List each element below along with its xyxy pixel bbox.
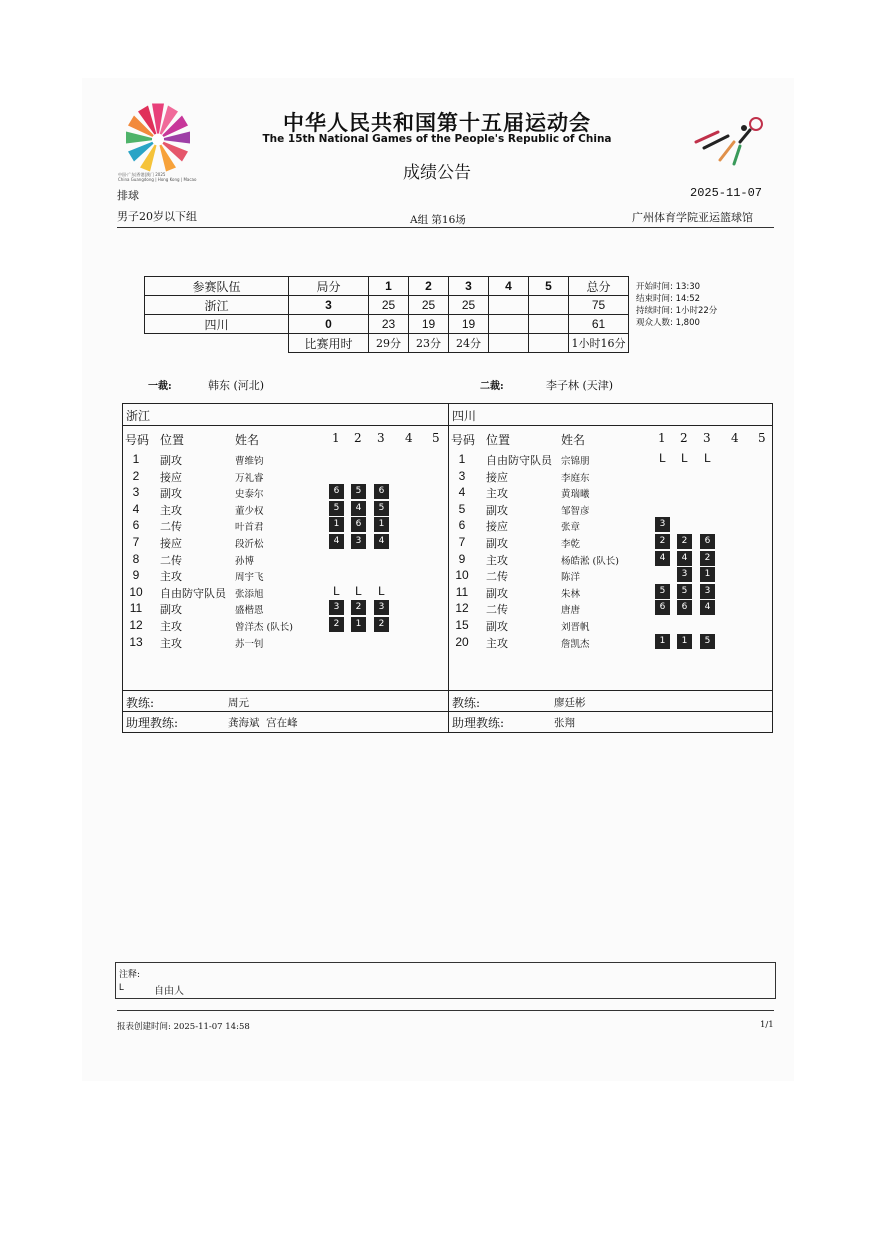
duration-set-2: 23分 [409,334,449,353]
player-name: 张添旭 [235,588,264,600]
player-set-2-position: 5 [678,585,691,598]
player-number: 9 [458,551,466,566]
score-total: 75 [569,296,629,315]
player-row [123,552,448,569]
assistant-coach-label: 助理教练: [452,716,505,730]
player-name: 杨皓淞 (队长) [561,555,619,567]
player-position: 副攻 [160,454,182,467]
player-number: 1 [458,452,466,466]
player-row [123,485,448,502]
second-referee: 李子林 (天津) [546,379,614,392]
volleyball-pictogram [690,112,770,167]
player-position: 自由防守队员 [160,586,226,600]
column-set-3: 3 [377,431,385,445]
games-title-cn: 中华人民共和国第十五届运动会 [283,111,591,135]
player-set-3-position: 4 [375,535,388,548]
score-set-3: 19 [449,315,489,334]
column-name: 姓名 [561,433,586,447]
player-name: 段沂松 [235,539,264,550]
column-set-2: 2 [680,431,688,445]
player-row [449,535,772,552]
player-name: 孙博 [235,555,255,567]
assistant-coach-row [123,711,448,731]
score-set-2: 25 [409,296,449,315]
score-set-2: 19 [409,315,449,334]
page-number: 1/1 [760,1020,774,1030]
coach-name: 周元 [228,697,249,709]
player-position: 二传 [486,570,508,584]
player-set-3-position: 4 [701,601,714,614]
notes-label: 注释: [119,970,141,980]
player-set-3-position: 1 [375,518,388,531]
column-set-5: 5 [432,431,440,445]
score-set-1: 23 [369,315,409,334]
header-set-4: 4 [489,277,529,296]
player-name: 李庭东 [561,472,590,484]
start-time: 开始时间: 13:30 [636,282,701,292]
first-referee: 韩东 (河北) [208,379,265,392]
column-set-3: 3 [703,431,711,445]
player-row [449,502,772,519]
player-name: 唐唐 [561,605,581,617]
player-set-2-position: L [681,451,688,465]
player-position: 接应 [486,470,508,484]
team-roster-sichuan [449,404,772,732]
player-row [123,635,448,652]
second-referee-label: 二裁: [480,381,504,392]
player-number: 3 [458,468,466,483]
spectators: 观众人数: 1,800 [636,318,700,328]
duration-time: 持续时间: 1小时22分 [636,306,718,316]
player-set-3-position: 3 [375,601,388,614]
player-set-3-position: 2 [375,618,388,631]
player-name: 刘晋帆 [561,622,590,633]
header-sets: 局分 [289,277,369,296]
score-row-sichuan [145,315,629,334]
player-position: 副攻 [486,586,508,600]
player-number: 7 [458,535,466,549]
column-set-1: 1 [332,431,340,445]
header-rule [117,227,774,228]
coach-row [449,691,772,711]
player-row [123,618,448,635]
logo-caption-cn: 中国·广东|香港|澳门 2025 [118,172,166,177]
player-set-2-position: 4 [678,552,691,565]
team-name-rule [449,425,772,426]
notes-box [115,962,776,999]
player-set-2-position: 3 [352,535,365,548]
player-set-3-position: 5 [375,502,388,515]
player-row [449,601,772,618]
column-set-2: 2 [354,431,362,445]
notes-key: L [119,982,125,992]
score-header-row [145,277,629,296]
duration-total: 1小时16分 [569,334,629,353]
team-name: 四川 [452,409,477,423]
player-position: 自由防守队员 [486,454,552,467]
player-name: 詹凯杰 [561,638,590,650]
player-number: 11 [455,584,469,599]
player-set-3-position: 6 [375,485,388,498]
logo-caption-en: China Guangdong | Hong Kong | Macao [118,177,197,182]
column-set-1: 1 [658,431,666,445]
assistant-coach-label: 助理教练: [126,716,179,730]
column-set-4: 4 [405,431,413,445]
player-set-1-position: 2 [656,535,669,548]
header-set-2: 2 [409,277,449,296]
player-number: 6 [132,518,140,533]
player-number: 4 [458,485,466,500]
player-position: 接应 [160,470,182,484]
player-set-2-position: 6 [352,518,365,531]
column-position: 位置 [160,433,185,447]
player-set-2-position: 2 [678,535,691,548]
player-set-1-position: 4 [330,535,343,548]
player-number: 2 [132,468,140,483]
column-number: 号码 [125,433,150,447]
player-row [449,618,772,635]
player-name: 宗锦朋 [561,456,590,467]
player-set-3-position: L [704,451,711,465]
player-position: 副攻 [160,603,182,617]
player-name: 史泰尔 [235,489,264,501]
player-set-3-position: L [378,583,385,598]
games-title-en: The 15th National Games of the People's Republic of China [262,133,612,145]
score-table [144,276,629,353]
player-position: 副攻 [486,537,508,550]
player-set-1-position: 3 [656,518,669,531]
player-set-3-position: 1 [701,568,714,581]
team-name-rule [123,425,448,426]
player-row [449,485,772,502]
venue: 广州体育学院亚运篮球馆 [632,211,753,224]
score-set-4 [489,315,529,334]
player-number: 8 [132,551,140,566]
player-set-1-position: 5 [656,585,669,598]
score-team: 四川 [145,315,289,334]
player-set-1-position: 2 [330,618,343,631]
player-row [123,502,448,519]
player-set-1-position: 3 [330,601,343,614]
column-position: 位置 [486,433,511,447]
first-referee-label: 一裁: [148,381,172,392]
player-position: 副攻 [160,487,182,501]
coach-name: 廖廷彬 [554,697,586,709]
player-number: 15 [455,618,469,632]
player-name: 曹维钧 [235,456,264,467]
player-name: 盛楷恩 [235,605,264,617]
duration-set-3: 24分 [449,334,489,353]
player-set-2-position: 6 [678,601,691,614]
player-number: 13 [129,634,143,649]
player-name: 陈洋 [561,572,581,584]
player-position: 二传 [160,553,182,567]
assistant-coach-names: 张翔 [554,717,575,729]
player-position: 接应 [160,537,182,550]
player-row [449,552,772,569]
player-name: 苏一钊 [235,638,264,650]
coach-label: 教练: [126,696,155,710]
player-number: 12 [455,601,469,616]
header-set-3: 3 [449,277,489,296]
player-row [449,635,772,652]
player-set-1-position: 1 [330,518,343,531]
match-times [636,281,717,329]
player-row [449,452,772,469]
player-set-3-position: 3 [701,585,714,598]
header-total: 总分 [569,277,629,296]
player-number: 4 [132,501,140,516]
duration-set-4 [489,334,529,353]
header-set-5: 5 [529,277,569,296]
player-set-3-position: 6 [701,535,714,548]
player-row [123,469,448,486]
player-name: 朱林 [561,588,581,600]
notes-meaning: 自由人 [154,986,184,997]
player-set-1-position: L [333,583,340,598]
player-number: 6 [458,518,466,533]
player-row [449,469,772,486]
player-set-2-position: 5 [352,485,365,498]
score-team: 浙江 [145,296,289,315]
header-team: 参赛队伍 [145,277,289,296]
column-set-4: 4 [731,431,739,445]
player-number: 12 [129,618,143,632]
player-set-1-position: 6 [656,601,669,614]
player-number: 9 [132,568,140,583]
column-number: 号码 [451,433,476,447]
column-name: 姓名 [235,433,260,447]
duration-set-5 [529,334,569,353]
player-position: 二传 [486,603,508,617]
rosters [122,403,773,733]
player-row [123,601,448,618]
report-date: 2025-11-07 [690,186,763,200]
player-row [123,568,448,585]
player-name: 叶首君 [235,522,264,534]
player-set-1-position: 6 [330,485,343,498]
player-set-2-position: 3 [678,568,691,581]
score-row-zhejiang [145,296,629,315]
player-set-2-position: 1 [352,618,365,631]
assistant-coach-names: 龚海斌 宫在峰 [228,717,298,729]
player-name: 周宇飞 [235,572,264,584]
player-set-3-position: 2 [701,552,714,565]
player-position: 接应 [486,520,508,534]
player-name: 张章 [561,522,581,534]
player-number: 5 [458,501,466,516]
report-created: 报表创建时间: 2025-11-07 14:58 [117,1022,250,1032]
score-set-5 [529,296,569,315]
player-name: 黄瑞曦 [561,489,590,501]
column-set-5: 5 [758,431,766,445]
score-set-5 [529,315,569,334]
player-row [123,535,448,552]
document-title: 成绩公告 [403,163,471,183]
team-roster-zhejiang [123,404,449,732]
player-name: 李乾 [561,539,581,550]
player-set-2-position: 2 [352,601,365,614]
score-sets: 0 [289,315,369,334]
score-total: 61 [569,315,629,334]
duration-set-1: 29分 [369,334,409,353]
coach-label: 教练: [452,696,481,710]
player-position: 主攻 [160,570,182,584]
player-number: 3 [132,485,140,500]
player-number: 7 [132,535,140,549]
score-set-1: 25 [369,296,409,315]
player-position: 副攻 [486,620,508,633]
assistant-coach-row [449,711,772,731]
player-position: 副攻 [486,503,508,517]
player-number: 1 [132,452,140,466]
player-name: 万礼睿 [235,472,264,484]
player-position: 主攻 [160,620,182,633]
player-name: 邹智彦 [561,505,590,517]
end-time: 结束时间: 14:52 [636,294,701,304]
category: 男子20岁以下组 [117,210,197,223]
player-row [449,518,772,535]
player-number: 10 [129,584,143,599]
player-row [123,518,448,535]
player-name: 曾洋杰 (队长) [235,622,293,633]
team-name: 浙江 [126,409,151,423]
player-name: 董少权 [235,505,264,517]
score-sets: 3 [289,296,369,315]
footer-rule [117,1010,774,1011]
match-info: A组 第16场 [410,214,466,226]
player-row [123,452,448,469]
duration-row [145,334,629,353]
player-number: 20 [455,634,469,649]
coach-row [123,691,448,711]
player-set-1-position: 5 [330,502,343,515]
player-set-2-position: 1 [678,635,691,648]
sport-name: 排球 [117,189,139,202]
player-set-1-position: 1 [656,635,669,648]
player-row [449,568,772,585]
player-position: 主攻 [486,636,508,650]
player-position: 主攻 [160,636,182,650]
player-set-2-position: L [355,583,362,598]
header-set-1: 1 [369,277,409,296]
score-set-3: 25 [449,296,489,315]
player-number: 11 [129,601,143,616]
player-set-2-position: 4 [352,502,365,515]
player-row [123,585,448,602]
player-set-1-position: L [659,451,666,465]
duration-label: 比赛用时 [289,334,369,353]
player-position: 二传 [160,520,182,534]
duration-spacer [145,334,289,353]
score-set-4 [489,296,529,315]
player-position: 主攻 [160,503,182,517]
player-set-3-position: 5 [701,635,714,648]
player-row [449,585,772,602]
player-position: 主攻 [486,553,508,567]
player-set-1-position: 4 [656,552,669,565]
player-number: 10 [455,568,469,583]
player-position: 主攻 [486,487,508,501]
